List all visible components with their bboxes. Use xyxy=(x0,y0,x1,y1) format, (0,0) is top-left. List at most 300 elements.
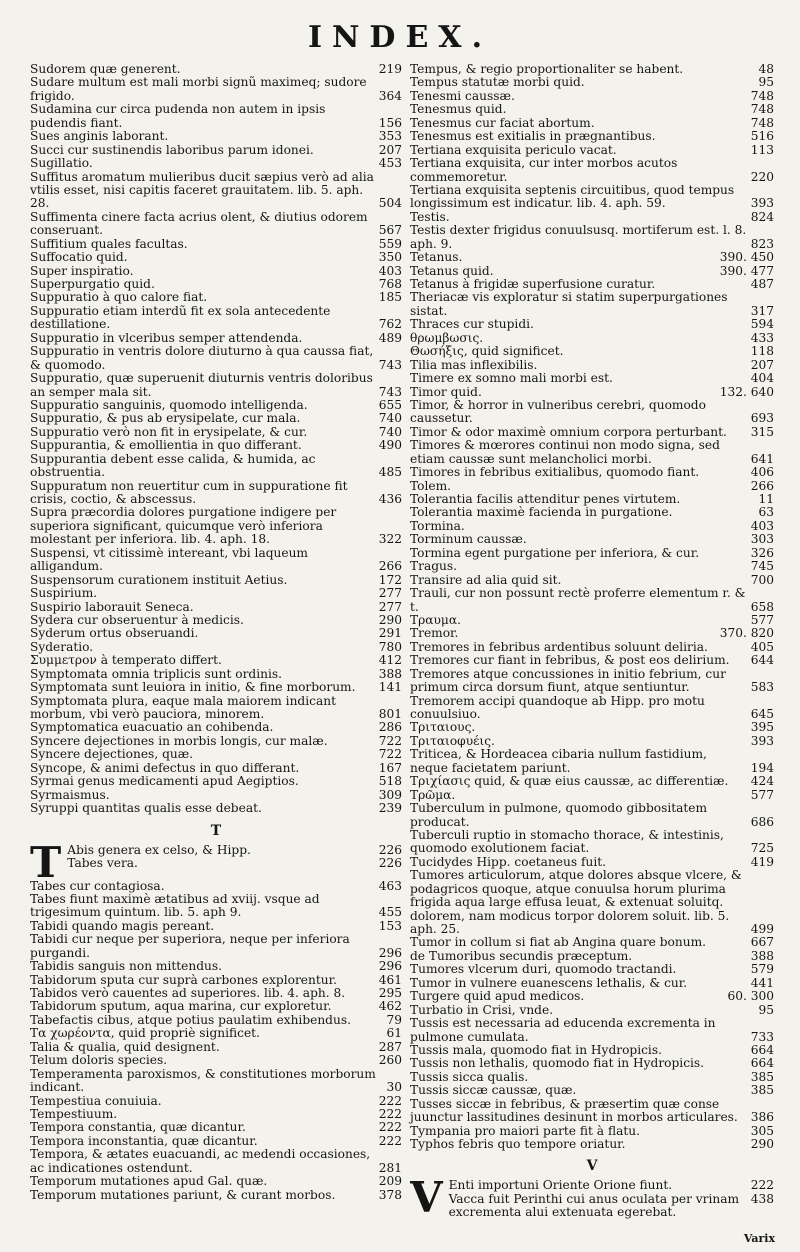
page-number: 518 xyxy=(378,774,402,789)
index-entry xyxy=(410,359,774,372)
index-entry xyxy=(30,1108,402,1121)
entry-text: Supra præcordia dolores purgatione indigere per superiora significant, quicumque verò inferiora molestant per inferiora. lib. 4. aph. 18. xyxy=(30,505,337,547)
index-entry xyxy=(410,627,774,640)
page-number: 393 xyxy=(750,733,774,748)
page-number: 801 xyxy=(378,707,402,721)
page-number: 364 xyxy=(378,88,402,103)
entry-text: Tertiana exquisita septenis circuitibus, quod tempus longissimum est indicatur. lib. 4. aph. 59. xyxy=(410,182,735,211)
entry-text: Thraces cur stupidi. xyxy=(410,317,534,332)
page-number: 207 xyxy=(750,357,774,372)
page-number: 743 xyxy=(378,384,402,399)
entry-text: Τριταιοφυέις. xyxy=(410,733,495,748)
index-entry xyxy=(410,399,774,426)
drop-cap-t: T xyxy=(30,843,62,880)
page-number: 768 xyxy=(378,277,402,291)
index-entry xyxy=(30,251,402,264)
page-number: 222 xyxy=(378,1133,402,1148)
page-number: 286 xyxy=(378,720,402,735)
page-number: 404 xyxy=(750,371,774,386)
entry-text: Torminum caussæ. xyxy=(410,532,527,547)
page-number: 296 xyxy=(378,945,402,960)
index-entry xyxy=(30,748,402,761)
entry-text: Timores in febribus exitialibus, quomodo fiant. xyxy=(410,465,700,480)
entry-text: Θωσήξις, quid significet. xyxy=(410,344,564,359)
index-entry xyxy=(410,103,774,116)
index-entry xyxy=(30,439,402,452)
entry-text: Tabes vera. xyxy=(67,855,138,870)
entry-text: Tolerantia maximè facienda in purgatione. xyxy=(410,505,673,520)
page-number: 390. 450 xyxy=(719,250,774,265)
page-number: 185 xyxy=(378,290,402,305)
index-entry xyxy=(30,1175,402,1188)
page-number: 655 xyxy=(378,397,402,412)
index-entry xyxy=(30,681,402,694)
drop-cap-v: V xyxy=(410,1179,443,1220)
index-entry xyxy=(30,332,402,345)
page-number: 194 xyxy=(750,760,774,775)
page-number: 266 xyxy=(750,478,774,493)
page-number: 385 xyxy=(750,1069,774,1084)
index-entry xyxy=(410,386,774,399)
index-entry xyxy=(410,372,774,385)
entry-text: Timere ex somno mali morbi est. xyxy=(410,371,613,386)
page-number: 461 xyxy=(378,972,402,987)
index-entry xyxy=(30,547,402,574)
page-number: 748 xyxy=(750,88,774,103)
entry-text: Tempus statutæ morbi quid. xyxy=(410,75,585,90)
index-entry xyxy=(410,789,774,802)
entry-text: Tympania pro maiori parte fit à flatu. xyxy=(410,1123,640,1138)
index-entry xyxy=(410,977,774,990)
entry-text: Tolerantia facilis attenditur penes virtutem. xyxy=(410,492,681,506)
page-number: 823 xyxy=(750,236,774,251)
entry-text: Timor quid. xyxy=(410,384,482,399)
entry-text: Tucidydes Hipp. coetaneus fuit. xyxy=(410,854,607,869)
index-entry xyxy=(30,63,402,76)
entry-text: Syruppi quantitas qualis esse debeat. xyxy=(30,801,262,816)
index-entry xyxy=(30,735,402,748)
page-number: 583 xyxy=(750,680,774,695)
index-entry xyxy=(30,345,402,372)
page-number: 239 xyxy=(378,801,402,816)
page-number: 305 xyxy=(750,1123,774,1138)
entry-text: de Tumoribus secundis præceptum. xyxy=(410,948,633,963)
page-number: 762 xyxy=(378,317,402,332)
entry-text: Suppuratio in ventris dolore diuturno à qua caussa fiat, & quomodo. xyxy=(30,344,374,372)
index-entry xyxy=(30,1000,402,1013)
entry-text: Tempestiuum. xyxy=(30,1106,118,1121)
page-number: 412 xyxy=(378,653,402,668)
page-number: 295 xyxy=(378,986,402,1000)
index-entry xyxy=(30,627,402,640)
page-number: 436 xyxy=(378,492,402,506)
index-entry xyxy=(410,1044,774,1057)
page-number: 693 xyxy=(750,411,774,426)
page-number: 353 xyxy=(378,129,402,144)
entry-text: Trauli, cur non possunt rectè proferre elementum r. & t. xyxy=(410,586,746,614)
index-entry xyxy=(30,76,402,103)
entry-text: Symptomata omnia triplicis sunt ordinis. xyxy=(30,666,283,681)
page-number: 132. 640 xyxy=(719,384,774,399)
entry-text: Tempus, & regio proportionaliter se habent. xyxy=(410,62,684,76)
page-number: 722 xyxy=(378,747,402,762)
page-number: 644 xyxy=(750,653,774,668)
entry-text: Tempora inconstantia, quæ dicantur. xyxy=(30,1133,258,1148)
s-entries xyxy=(30,63,402,816)
index-entry xyxy=(30,291,402,304)
index-entry xyxy=(410,426,774,439)
page-number: 370. 820 xyxy=(719,626,774,641)
entry-text: Tabes cur contagiosa. xyxy=(30,878,165,893)
page-number: 30 xyxy=(386,1080,402,1095)
entry-text: Syncere dejectiones in morbis longis, cur malæ. xyxy=(30,733,328,748)
entry-text: Tragus. xyxy=(410,559,458,574)
index-entry xyxy=(30,453,402,480)
index-entry xyxy=(30,974,402,987)
index-entry xyxy=(410,668,774,695)
index-entry xyxy=(30,265,402,278)
entry-text: Tenesmus cur faciat abortum. xyxy=(410,115,595,130)
page-number: 281 xyxy=(378,1160,402,1175)
page-number: 322 xyxy=(378,532,402,547)
page-number: 485 xyxy=(378,465,402,480)
page-number: 740 xyxy=(378,424,402,439)
entry-text: Τρῶμα. xyxy=(410,787,456,802)
page-number: 489 xyxy=(378,330,402,345)
page-number: 95 xyxy=(758,1002,774,1017)
index-entry xyxy=(30,933,402,960)
index-entry xyxy=(30,641,402,654)
index-entry xyxy=(30,1148,402,1175)
page-number: 577 xyxy=(750,612,774,627)
entry-text: Suspensorum curationem instituit Aetius. xyxy=(30,572,288,587)
entry-text: Temperamenta paroxismos, & constitutiones morborum indicant. xyxy=(30,1066,376,1095)
entry-text: Vacca fuit Perinthi cui anus oculata per vrinam excrementa alui extenuata egerebat. xyxy=(448,1191,740,1220)
entry-text: Suffitus aromatum mulieribus ducit sæpius verò ad alia vtilis esset, nisi capitis faceret grauitatem. lib. 5. aph. 28. xyxy=(30,169,374,211)
index-entry xyxy=(30,1068,402,1095)
index-entry xyxy=(30,305,402,332)
index-entry xyxy=(410,829,774,856)
page-number: 315 xyxy=(750,424,774,439)
index-entry xyxy=(30,721,402,734)
index-entry xyxy=(410,1193,774,1220)
section-t-intro xyxy=(30,844,402,880)
entry-text: Syncere dejectiones, quæ. xyxy=(30,747,194,762)
index-entry xyxy=(410,184,774,211)
entry-text: Tumores vlcerum duri, quomodo tractandi. xyxy=(410,962,677,977)
entry-text: Τριταιους. xyxy=(410,720,476,735)
entry-text: Tuberculi ruptio in stomacho thorace, & intestinis, quomodo exolutionem faciat. xyxy=(410,827,724,856)
entry-text: Tussis est necessaria ad educenda excrementa in pulmone cumulata. xyxy=(410,1016,716,1044)
entry-text: Suppurantia debent esse calida, & humida, ac obstruentia. xyxy=(30,451,316,480)
entry-text: Syderatio. xyxy=(30,639,94,654)
entry-text: Theriacæ vis exploratur si statim superpurgationes sistat. xyxy=(410,290,728,318)
page-number: 567 xyxy=(378,223,402,238)
entry-text: Typhos febris quo tempore oriatur. xyxy=(410,1137,626,1151)
entry-text: Suppuratio, & pus ab erysipelate, cur mala. xyxy=(30,411,301,426)
index-entry xyxy=(410,547,774,560)
entry-text: Succi cur sustinendis laboribus parum idonei. xyxy=(30,142,314,157)
index-entry xyxy=(410,735,774,748)
entry-text: Syrmaismus. xyxy=(30,787,110,802)
page-number: 222 xyxy=(750,1179,774,1193)
entry-text: Superpurgatio quid. xyxy=(30,277,155,291)
t-entries-left xyxy=(30,880,402,1203)
index-entry xyxy=(410,1057,774,1070)
page-number: 504 xyxy=(378,196,402,211)
index-entry xyxy=(410,533,774,546)
index-entry xyxy=(410,480,774,493)
index-entry xyxy=(30,587,402,600)
entry-text: θρωμβωσις. xyxy=(410,330,484,345)
page-number: 453 xyxy=(378,156,402,171)
index-entry xyxy=(30,880,402,893)
entry-text: Symptomata plura, eaque mala maiorem indicant morbum, vbi verò pauciora, minorem. xyxy=(30,693,336,721)
page-number: 579 xyxy=(750,962,774,977)
index-entry xyxy=(410,466,774,479)
index-entry xyxy=(30,1014,402,1027)
index-entry xyxy=(410,63,774,76)
entry-text: Tabidis sanguis non mittendus. xyxy=(30,959,223,974)
page-number: 291 xyxy=(378,626,402,641)
page-number: 317 xyxy=(750,303,774,318)
page-number: 395 xyxy=(750,720,774,735)
entry-text: Tusses siccæ in febribus, & præsertim quæ conse juunctur lassitudines desinunt in morbos articulares. xyxy=(410,1096,738,1125)
section-heading-v: V xyxy=(586,1158,598,1175)
catchword: Varix xyxy=(743,1232,775,1245)
page-number: 48 xyxy=(758,62,774,76)
page-number: 222 xyxy=(378,1093,402,1108)
index-entry xyxy=(30,278,402,291)
index-entry xyxy=(30,211,402,238)
page-number: 594 xyxy=(750,317,774,332)
page-number: 499 xyxy=(750,922,774,936)
index-entry xyxy=(410,117,774,130)
entry-text: Syderum ortus obseruandi. xyxy=(30,626,199,641)
index-entry xyxy=(410,950,774,963)
index-entry xyxy=(30,960,402,973)
index-entry xyxy=(30,506,402,546)
entry-text: Tabidi quando magis pereant. xyxy=(30,918,215,933)
page-number: 403 xyxy=(750,518,774,533)
page-number: 700 xyxy=(750,572,774,587)
index-entry xyxy=(410,265,774,278)
page-number: 222 xyxy=(378,1106,402,1121)
page-number: 725 xyxy=(750,841,774,856)
entry-text: Tilia mas inflexibilis. xyxy=(410,357,538,372)
index-entry xyxy=(30,1189,402,1202)
entry-text: Tussis siccæ caussæ, quæ. xyxy=(410,1083,577,1098)
entry-text: Super inspiratio. xyxy=(30,263,134,278)
index-entry xyxy=(410,224,774,251)
page-number: 388 xyxy=(378,666,402,681)
index-entry xyxy=(410,291,774,318)
entry-text: Telum doloris species. xyxy=(30,1053,168,1068)
index-entry xyxy=(410,775,774,788)
page-number: 303 xyxy=(750,532,774,547)
index-entry xyxy=(410,211,774,224)
page-number: 226 xyxy=(378,855,402,870)
index-entry xyxy=(30,238,402,251)
page-number: 11 xyxy=(758,492,774,506)
index-entry xyxy=(30,1054,402,1067)
entry-text: Suppuratum non reuertitur cum in suppuratione fit crisis, coctio, & abscessus. xyxy=(30,478,348,506)
entry-text: Triticea, & Hordeacea cibaria nullum fastidium, neque facietatem pariunt. xyxy=(410,747,707,775)
page-number: 113 xyxy=(750,142,774,157)
t-entries-right xyxy=(410,63,774,1151)
index-entry xyxy=(410,990,774,1003)
entry-text: Tertiana exquisita, cur inter morbos acutos commemoretur. xyxy=(410,156,678,184)
page-number: 743 xyxy=(378,357,402,372)
entry-text: Abis genera ex celso, & Hipp. xyxy=(67,843,251,857)
index-entry xyxy=(410,721,774,734)
index-entry xyxy=(410,802,774,829)
index-entry xyxy=(410,332,774,345)
page-number: 118 xyxy=(750,344,774,359)
entry-text: Tormina egent purgatione per inferiora, & cur. xyxy=(410,545,700,560)
right-column xyxy=(410,63,774,1220)
index-entry xyxy=(410,520,774,533)
page-number: 220 xyxy=(750,169,774,184)
page-number: 277 xyxy=(378,586,402,601)
entry-text: Tempora constantia, quæ dicantur. xyxy=(30,1120,246,1135)
index-entry xyxy=(410,251,774,264)
index-entry xyxy=(410,76,774,89)
index-entry xyxy=(410,936,774,949)
page-number: 172 xyxy=(378,572,402,587)
entry-text: Syrmai genus medicamenti apud Aegiptios. xyxy=(30,774,299,789)
entry-text: Suppuratio sanguinis, quomodo intelligenda. xyxy=(30,397,308,412)
entry-text: Sudorem quæ generent. xyxy=(30,62,181,76)
page-number: 740 xyxy=(378,411,402,426)
page-number: 824 xyxy=(750,209,774,224)
index-entry xyxy=(30,1095,402,1108)
entry-text: Suppurantia, & emollientia in quo differant. xyxy=(30,438,302,453)
page-number: 438 xyxy=(750,1191,774,1206)
page-number: 388 xyxy=(750,948,774,963)
page-number: 385 xyxy=(750,1083,774,1098)
index-entry xyxy=(30,844,402,857)
entry-text: Temporum mutationes pariunt, & curant morbos. xyxy=(30,1187,336,1202)
index-entry xyxy=(30,144,402,157)
page-number: 290 xyxy=(750,1137,774,1151)
entry-text: Timores & mœrores continui non modo signa, sed etiam caussæ sunt melancholici morbi. xyxy=(410,438,720,466)
index-entry xyxy=(30,574,402,587)
index-entry xyxy=(410,1179,774,1192)
index-entry xyxy=(410,506,774,519)
index-entry xyxy=(410,1138,774,1151)
index-entry xyxy=(30,1041,402,1054)
page-number: 390. 477 xyxy=(719,263,774,278)
index-entry xyxy=(410,614,774,627)
index-entry xyxy=(30,614,402,627)
page-number: 424 xyxy=(750,774,774,789)
page-number: 266 xyxy=(378,559,402,574)
index-entry xyxy=(30,130,402,143)
page-number: 745 xyxy=(750,559,774,574)
entry-text: Tabes fiunt maximè ætatibus ad xviij. vsque ad trigesimum quintum. lib. 5. aph 9. xyxy=(30,891,320,920)
entry-text: Sues anginis laborant. xyxy=(30,129,169,144)
page-number: 455 xyxy=(378,905,402,920)
index-entry xyxy=(410,654,774,667)
entry-text: Sugillatio. xyxy=(30,156,93,171)
entry-text: Tormina. xyxy=(410,518,465,533)
entry-text: Tuberculum in pulmone, quomodo gibbositatem producat. xyxy=(410,801,708,829)
index-entry xyxy=(30,426,402,439)
index-entry xyxy=(30,857,402,870)
page-number: 516 xyxy=(750,129,774,144)
index-entry xyxy=(410,278,774,291)
entry-text: Tetanus quid. xyxy=(410,263,494,278)
page-number: 260 xyxy=(378,1053,402,1068)
page-number: 222 xyxy=(378,1120,402,1135)
index-entry xyxy=(30,775,402,788)
entry-text: Tumor in vulnere euanescens lethalis, & cur. xyxy=(410,975,688,990)
entry-text: Tetanus. xyxy=(410,250,463,265)
index-entry xyxy=(30,601,402,614)
index-entry xyxy=(410,869,774,936)
index-entry xyxy=(30,157,402,170)
entry-text: Sydera cur obseruentur à medicis. xyxy=(30,612,244,627)
page-number: 490 xyxy=(378,438,402,453)
page-number: 219 xyxy=(378,62,402,76)
index-entry xyxy=(30,1135,402,1148)
index-entry xyxy=(30,412,402,425)
entry-text: Tempestiua conuiuia. xyxy=(30,1093,162,1108)
entry-text: Tussis sicca qualis. xyxy=(410,1069,529,1084)
page-number: 209 xyxy=(378,1174,402,1189)
page-title: INDEX. xyxy=(307,20,493,55)
page-number: 61 xyxy=(386,1026,402,1041)
index-entry xyxy=(410,144,774,157)
entry-text: Timor & odor maximè omnium corpora perturbant. xyxy=(410,424,727,439)
page-number: 207 xyxy=(378,142,402,157)
entry-text: Tempora, & ætates euacuandi, ac medendi occasiones, ac indicationes ostendunt. xyxy=(30,1147,371,1175)
index-entry xyxy=(410,587,774,614)
page-number: 577 xyxy=(750,787,774,802)
page-number: 326 xyxy=(750,545,774,560)
entry-text: Suffimenta cinere facta acrius olent, & diutius odorem conseruant. xyxy=(30,209,368,238)
page-number: 290 xyxy=(378,612,402,627)
page-number: 722 xyxy=(378,733,402,748)
page-number: 350 xyxy=(378,250,402,265)
page-number: 645 xyxy=(750,707,774,721)
page-number: 378 xyxy=(378,1187,402,1202)
page-number: 748 xyxy=(750,102,774,117)
index-entry xyxy=(410,748,774,775)
index-entry xyxy=(410,560,774,573)
index-entry xyxy=(410,493,774,506)
entry-text: Suppuratio in vlceribus semper attendenda. xyxy=(30,330,303,345)
index-entry xyxy=(410,963,774,976)
entry-text: Tremor. xyxy=(410,626,459,641)
entry-text: Enti importuni Oriente Orione fiunt. xyxy=(448,1179,673,1193)
entry-text: Συμμετρον à temperato differt. xyxy=(30,653,222,668)
page-number: 780 xyxy=(378,639,402,654)
entry-text: Tussis mala, quomodo fiat in Hydropicis. xyxy=(410,1042,662,1057)
index-entry xyxy=(30,987,402,1000)
index-entry xyxy=(30,802,402,815)
entry-text: Τα χωρέοντα, quid propriè significet. xyxy=(30,1026,260,1041)
entry-text: Tolem. xyxy=(410,478,452,493)
left-column xyxy=(30,63,402,1202)
index-entry xyxy=(410,695,774,722)
entry-text: Τριχίασις quid, & quæ eius caussæ, ac differentiæ. xyxy=(410,774,729,789)
entry-text: Transire ad alia quid sit. xyxy=(410,572,562,587)
index-entry xyxy=(30,1027,402,1040)
page-number: 153 xyxy=(378,918,402,933)
page-number: 748 xyxy=(750,115,774,130)
